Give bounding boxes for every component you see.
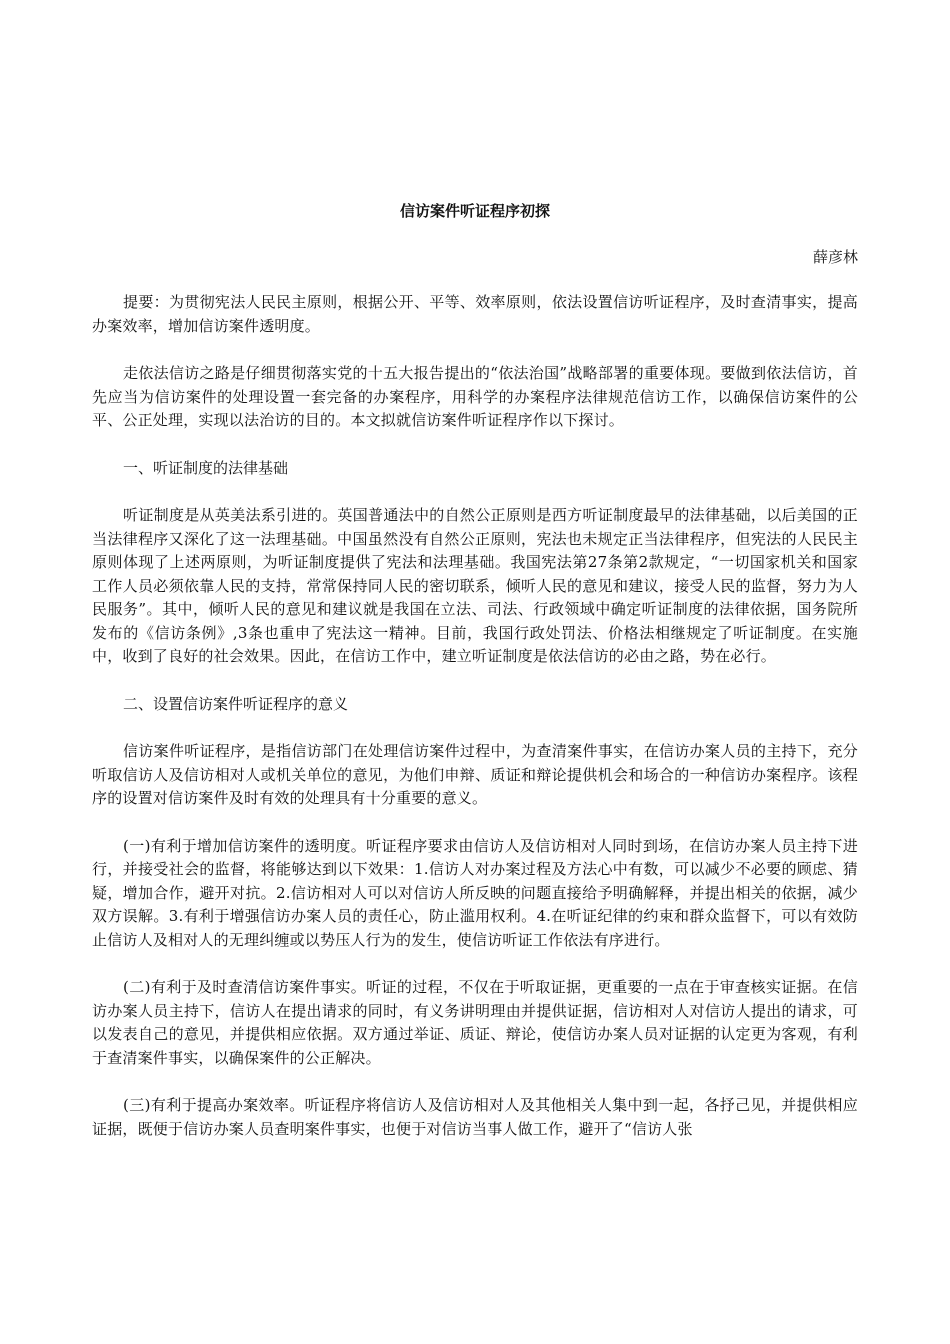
document-body xyxy=(92,291,858,1165)
section-paragraph-legal-basis: 听证制度是从英美法系引进的。英国普通法中的自然公正原则是西方听证制度最早的法律基础，以后美国的正当法律程序又深化了这一法理基础。中国虽然没有自然公正原则，宪法也未规定正当法律程序，但宪法的人民民主原则体现了上述两原则，为听证制度提供了宪法和法理基础。我国宪法第27条第2款规定，“一切国家机关和国家工作人员必须依靠人民的支持，常常保持同人民的密切联系，倾听人民的意见和建议，接受人民的监督，努力为人民服务”。其中，倾听人民的意见和建议就是我国在立法、司法、行政领域中确定听证制度的法律依据，国务院所发布的《信访条例》,3条也重申了宪法这一精神。目前，我国行政处罚法、价格法相继规定了听证制度。在实施中，收到了良好的社会效果。因此，在信访工作中，建立听证制度是依法信访的必由之路，势在必行。 xyxy=(92,506,858,665)
point-transparency: (一)有利于增加信访案件的透明度。听证程序要求由信访人及信访相对人同时到场，在信访办案人员主持下进行，并接受社会的监督，将能够达到以下效果：1.信访人对办案过程及方法心中有数，可以减少不必要的顾虑、猜疑，增加合作，避开对抗。2.信访相对人可以对信访人所反映的问题直接给予明确解释，并提出相关的依据，减少双方误解。3.有利于增强信访办案人员的责任心，防止滥用权利。4.在听证纪律的约束和群众监督下，可以有效防止信访人及相对人的无理纠缠或以势压人行为的发生，使信访听证工作依法有序进行。 xyxy=(92,836,858,949)
section-heading-significance: 二、设置信访案件听证程序的意义 xyxy=(123,694,349,713)
abstract-paragraph: 提要：为贯彻宪法人民民主原则，根据公开、平等、效率原则，依法设置信访听证程序，及时查清事实，提高办案效率，增加信访案件透明度。 xyxy=(92,293,858,335)
intro-paragraph: 走依法信访之路是仔细贯彻落实党的十五大报告提出的“依法治国”战略部署的重要体现。要做到依法信访，首先应当为信访案件的处理设置一套完备的办案程序，用科学的办案程序法律规范信访工作，以确保信访案件的公平、公正处理，实现以法治访的目的。本文拟就信访案件听证程序作以下探讨。 xyxy=(92,364,858,429)
author-name: 薛彦林 xyxy=(812,248,858,266)
section-paragraph-significance: 信访案件听证程序，是指信访部门在处理信访案件过程中，为查清案件事实，在信访办案人员的主持下，充分听取信访人及信访相对人或机关单位的意见，为他们申辩、质证和辩论提供机会和场合的一种信访办案程序。该程序的设置对信访案件及时有效的处理具有十分重要的意义。 xyxy=(92,742,858,807)
point-fact-finding: (二)有利于及时查清信访案件事实。听证的过程，不仅在于听取证据，更重要的一点在于审查核实证据。在信访办案人员主持下，信访人在提出请求的同时，有义务讲明理由并提供证据，信访相对人对信访人提出的请求，可以发表自己的意见，并提供相应依据。双方通过举证、质证、辩论，使信访办案人员对证据的认定更为客观，有利于查清案件事实，以确保案件的公正解决。 xyxy=(92,978,858,1067)
section-heading-legal-basis: 一、听证制度的法律基础 xyxy=(123,458,289,477)
point-efficiency: (三)有利于提高办案效率。听证程序将信访人及信访相对人及其他相关人集中到一起，各抒己见，并提供相应证据，既便于信访办案人员查明案件事实，也便于对信访当事人做工作，避开了“信访人张 xyxy=(92,1096,858,1138)
document-title: 信访案件听证程序初探 xyxy=(399,202,550,220)
